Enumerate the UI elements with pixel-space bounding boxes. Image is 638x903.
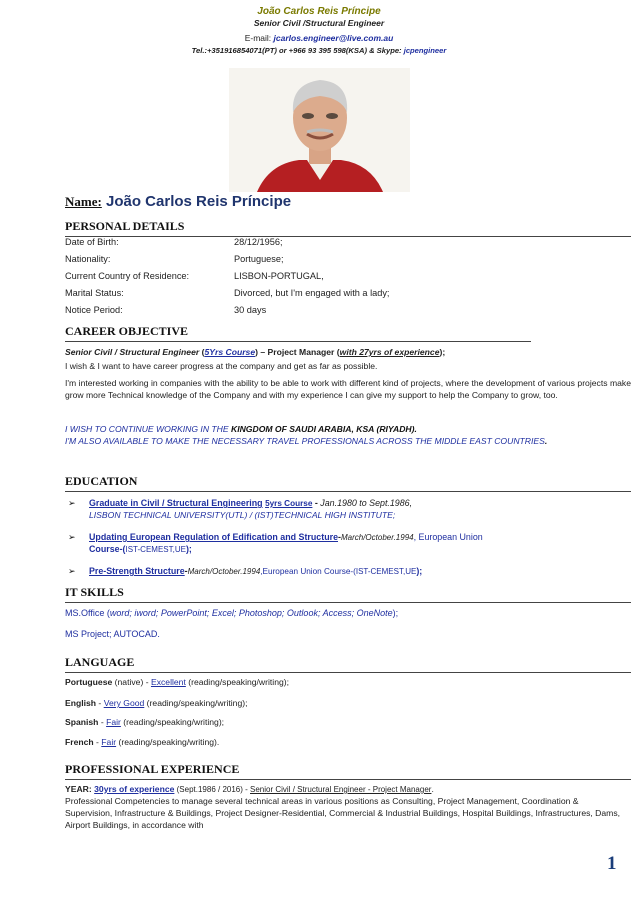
it-skills-office-close: ); [392, 608, 399, 618]
personal-value: 30 days [234, 305, 267, 315]
experience-body: Professional Competencies to manage several technical areas in various positions as Consulting, Project Management, Coordination & Supervision, Infrastructure & Buildings, Project Designer-Residential, Commercial & Industrial Buildings, Hospital Buildings, Infrastructures, Dams, Airport Buildings, in accordance with [65, 796, 621, 830]
page-number: 1 [607, 853, 617, 874]
personal-key: Nationality: [65, 254, 111, 264]
personal-value: Divorced, but I'm engaged with a lady; [234, 288, 390, 298]
language-name: English [65, 698, 97, 708]
career-ksa-text: I WISH TO CONTINUE WORKING IN THE [65, 424, 231, 434]
personal-value: 28/12/1956; [234, 237, 283, 247]
language-name: Spanish [65, 717, 99, 727]
arrow-bullet-icon: ➢ [68, 566, 76, 576]
language-sep: - [96, 698, 104, 708]
header-contact [0, 46, 638, 55]
language-detail: (reading/speaking/writing); [185, 677, 290, 687]
education-dash: - [312, 498, 321, 508]
career-middle-east-text: I'M ALSO AVAILABLE TO MAKE THE NECESSARY TRAVEL PROFESSIONALS ACROSS THE MIDDLE EAST COUNTRIES [65, 436, 545, 446]
education-item [89, 566, 629, 578]
personal-key: Date of Birth: [65, 237, 119, 247]
profile-photo [229, 68, 410, 192]
arrow-bullet-icon: ➢ [68, 498, 76, 508]
career-ksa-location: KINGDOM OF SAUDI ARABIA, KSA (RIYADH). [231, 424, 417, 434]
personal-key: Marital Status: [65, 288, 124, 298]
language-detail: (reading/speaking/writing). [116, 737, 220, 747]
education-org-code: IST-CEMEST,UE [355, 567, 417, 576]
education-course: Pre-Strength Structure [89, 566, 185, 576]
education-institution: LISBON TECHNICAL UNIVERSITY(UTL) / (IST)TECHNICAL HIGH INSTITUTE; [89, 509, 396, 520]
career-ksa [65, 424, 631, 436]
language-detail: (reading/speaking/writing); [144, 698, 248, 708]
phone-text: Tel.:+351916854071(PT) or +966 93 395 598(KSA) & Skype: [191, 46, 404, 55]
language-name: Portuguese [65, 677, 113, 687]
header-email [0, 33, 638, 43]
education-org: ,European Union Course-( [260, 567, 356, 576]
header-name: João Carlos Reis Príncipe [257, 6, 381, 17]
education-close: ); [185, 543, 192, 554]
name-label: Name: [65, 194, 102, 209]
education-dates: March/October.1994 [340, 533, 414, 542]
language-detail: (reading/speaking/writing); [120, 717, 225, 727]
it-skills-office-apps: word; iword; PowerPoint; Excel; Photoshop; Outlook; Access; OneNote [109, 608, 393, 618]
language-sep: - [98, 717, 107, 727]
experience-year-label: YEAR: [65, 784, 95, 794]
education-degree: Graduate in Civil / Structural Engineering [89, 498, 263, 508]
education-close: ); [416, 566, 423, 576]
experience-summary [65, 784, 631, 796]
personal-key: Current Country of Residence: [65, 271, 190, 281]
career-middle-east-period: . [544, 436, 548, 446]
education-dates: Jan.1980 to Sept.1986, [320, 498, 413, 508]
it-skills-project: MS Project; AUTOCAD. [65, 629, 160, 639]
experience-role-end: . [431, 784, 434, 794]
language-row [65, 698, 631, 710]
language-level: Very Good [103, 698, 145, 708]
career-text: I wish & I want to have career progress at the company and get as far as possible. [65, 361, 378, 371]
language-row [65, 737, 631, 749]
section-career-objective: CAREER OBJECTIVE [65, 324, 531, 342]
career-experience: with 27yrs of experience [339, 347, 440, 357]
career-headline [65, 347, 631, 359]
email-label: E-mail: [244, 33, 274, 43]
career-paren: ( [201, 347, 205, 357]
career-role: Senior Civil / Structural Engineer [65, 347, 200, 357]
personal-value: LISBON-PORTUGAL, [234, 271, 324, 281]
education-org: , European Union [413, 532, 483, 542]
language-level: Fair [101, 737, 117, 747]
section-personal-details: PERSONAL DETAILS [65, 219, 631, 237]
career-paren-close: ); [439, 347, 446, 357]
language-level: Fair [106, 717, 121, 727]
name-value: João Carlos Reis Príncipe [106, 193, 292, 210]
section-professional-experience: PROFESSIONAL EXPERIENCE [65, 762, 631, 780]
career-course-link[interactable]: 5Yrs Course [204, 347, 256, 357]
skype-id[interactable]: jcpengineer [403, 46, 447, 55]
experience-period: (Sept.1986 / 2016) - [174, 785, 251, 794]
section-language: LANGUAGE [65, 655, 631, 673]
education-item [89, 532, 629, 555]
education-course-prefix: Course-( [89, 543, 126, 554]
education-dash: - [184, 566, 188, 576]
language-name: French [65, 737, 94, 747]
section-it-skills: IT SKILLS [65, 585, 631, 603]
education-course-link[interactable]: 5yrs Course [265, 499, 313, 508]
language-sep: (native) - [112, 677, 151, 687]
education-dates: March/October.1994 [187, 567, 261, 576]
language-sep: - [93, 737, 102, 747]
header-title: Senior Civil /Structural Engineer [253, 18, 385, 28]
section-education: EDUCATION [65, 474, 631, 492]
name-line [65, 193, 291, 210]
it-skills-office [65, 608, 631, 620]
experience-years: 30yrs of experience [94, 784, 175, 794]
experience-role: Senior Civil / Structural Engineer - Project Manager [250, 785, 432, 794]
education-item [89, 498, 629, 521]
personal-value: Portuguese; [234, 254, 284, 264]
career-middle-east [65, 436, 631, 448]
language-level: Excellent [150, 677, 186, 687]
language-row [65, 717, 631, 729]
language-row [65, 677, 631, 689]
career-pm: ) – Project Manager ( [255, 347, 340, 357]
education-course: Updating European Regulation of Edification and Structure [89, 532, 338, 542]
arrow-bullet-icon: ➢ [68, 532, 76, 542]
education-org-code: IST-CEMEST,UE [125, 544, 186, 554]
career-paragraph: I'm interested working in companies with the ability to be able to work with different kind of projects, where the development of various projects make grow more Technical knowledge of the Company and with my experience I can give my support to help the Company to grow, too. [65, 378, 631, 400]
education-dash: - [338, 532, 341, 542]
it-skills-office-label: MS.Office ( [65, 608, 110, 618]
personal-key: Notice Period: [65, 305, 123, 315]
email-link[interactable]: jcarlos.engineer@live.com.au [273, 33, 394, 43]
